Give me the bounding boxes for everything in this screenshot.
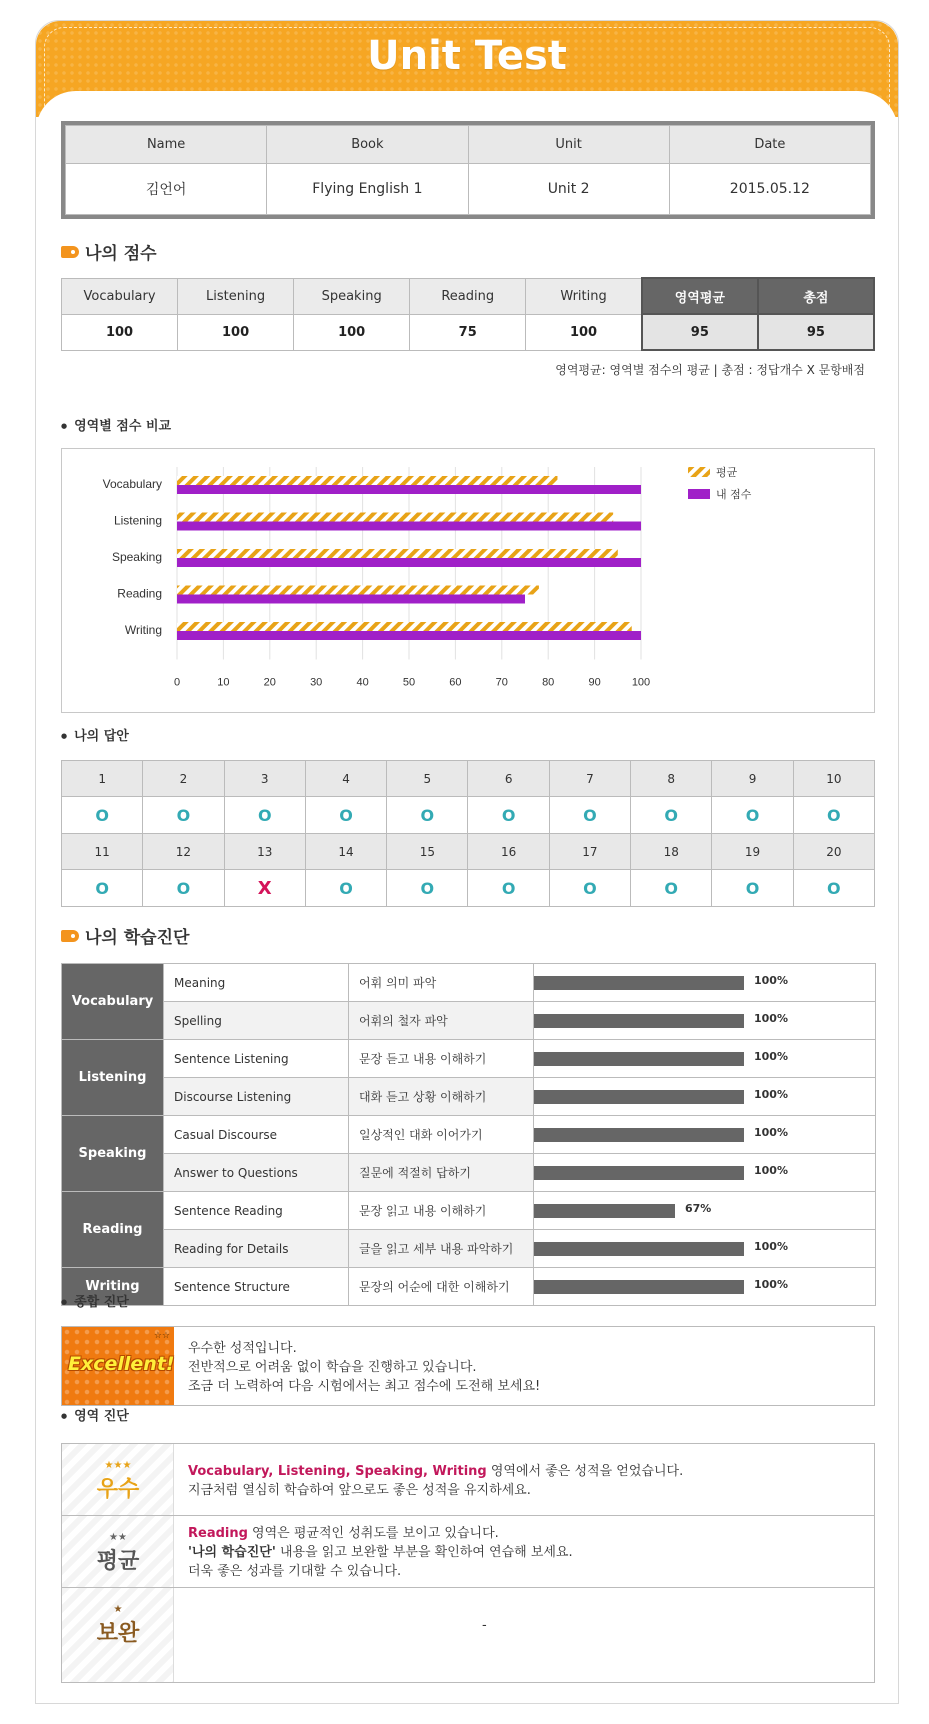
- progress-bar: [534, 1166, 744, 1180]
- score-listening: 100: [178, 314, 294, 350]
- question-number: 11: [62, 834, 143, 870]
- diagnosis-row: [62, 1230, 876, 1268]
- correct-mark: O: [143, 870, 224, 907]
- area-average-line2-bold: '나의 학습진단': [188, 1545, 276, 1560]
- legend-swatch-my-score: [688, 489, 710, 499]
- score-writing: 100: [526, 314, 642, 350]
- progress-bar: [534, 1128, 744, 1142]
- question-number: 14: [305, 834, 386, 870]
- x-tick-label: 30: [310, 676, 323, 689]
- answer-mark-row: [62, 870, 875, 907]
- progress-percent: 100%: [754, 1240, 788, 1253]
- excellent-badge-text: Excellent!: [68, 1353, 175, 1375]
- score-header-average: 영역평균: [642, 278, 758, 314]
- correct-mark: O: [62, 870, 143, 907]
- diagnosis-desc: 문장의 어순에 대한 이해하기: [349, 1268, 534, 1306]
- progress-bar: [534, 1280, 744, 1294]
- diagnosis-desc: 문장 듣고 내용 이해하기: [349, 1040, 534, 1078]
- header-banner: [36, 21, 898, 117]
- area-improve-text: -: [482, 1618, 487, 1633]
- progress-percent: 100%: [754, 1012, 788, 1025]
- student-info: [61, 121, 875, 219]
- diagnosis-row: [62, 1040, 876, 1078]
- info-header-name: Name: [66, 126, 267, 164]
- question-number: 20: [793, 834, 874, 870]
- correct-mark: O: [468, 870, 549, 907]
- progress-percent: 100%: [754, 1278, 788, 1291]
- score-header-reading: Reading: [410, 278, 526, 314]
- question-number: 7: [549, 761, 630, 797]
- area-excellent-text: [188, 1462, 683, 1500]
- diagnosis-category: Speaking: [62, 1116, 164, 1192]
- diagnosis-progress: [534, 1078, 876, 1116]
- diagnosis-row: [62, 1116, 876, 1154]
- question-number: 5: [387, 761, 468, 797]
- question-number: 10: [793, 761, 874, 797]
- answers-table: [61, 760, 875, 907]
- area-row-improve: [62, 1588, 874, 1682]
- badge-average-text: 평균: [96, 1548, 140, 1574]
- info-header-book: Book: [267, 126, 468, 164]
- correct-mark: O: [549, 870, 630, 907]
- info-date: 2015.05.12: [669, 164, 870, 215]
- info-book: Flying English 1: [267, 164, 468, 215]
- total-line-2: 전반적으로 어려움 없이 학습을 진행하고 있습니다.: [188, 1360, 477, 1375]
- progress-bar: [534, 976, 744, 990]
- bar-my-score: [177, 558, 641, 567]
- question-number: 2: [143, 761, 224, 797]
- tag-icon: [61, 930, 79, 942]
- legend-label-my-score: 내 점수: [716, 488, 752, 501]
- diagnosis-title: [61, 923, 189, 948]
- score-speaking: 100: [294, 314, 410, 350]
- area-average-text: [188, 1524, 573, 1581]
- diagnosis-progress: [534, 1002, 876, 1040]
- bar-average: [177, 476, 557, 485]
- area-average-line3: 더욱 좋은 성과를 기대할 수 있습니다.: [188, 1564, 402, 1579]
- progress-bar: [534, 1090, 744, 1104]
- diagnosis-progress: [534, 1192, 876, 1230]
- x-tick-label: 70: [495, 676, 508, 689]
- progress-bar: [534, 1242, 744, 1256]
- info-table: [65, 125, 871, 215]
- diagnosis-desc: 어휘의 철자 파악: [349, 1002, 534, 1040]
- correct-mark: O: [143, 797, 224, 834]
- question-number: 15: [387, 834, 468, 870]
- diagnosis-row: [62, 1192, 876, 1230]
- area-excellent-line1: 영역에서 좋은 성적을 얻었습니다.: [486, 1464, 684, 1479]
- info-name: 김언어: [66, 164, 267, 215]
- question-number: 12: [143, 834, 224, 870]
- question-number: 4: [305, 761, 386, 797]
- question-number: 13: [224, 834, 305, 870]
- score-header-speaking: Speaking: [294, 278, 410, 314]
- report-frame: [35, 20, 899, 1704]
- score-note: 영역평균: 영역별 점수의 평균 | 총점 : 정답개수 X 문항배점: [555, 363, 865, 377]
- diagnosis-category: Reading: [62, 1192, 164, 1268]
- correct-mark: O: [305, 870, 386, 907]
- diagnosis-progress: [534, 1230, 876, 1268]
- correct-mark: O: [793, 870, 874, 907]
- question-number: 3: [224, 761, 305, 797]
- x-tick-label: 100: [631, 676, 651, 689]
- correct-mark: O: [712, 870, 793, 907]
- y-category-label: Reading: [117, 586, 162, 601]
- question-number: 19: [712, 834, 793, 870]
- total-line-3: 조금 더 노력하여 다음 시험에서는 최고 점수에 도전해 보세요!: [188, 1379, 541, 1394]
- answer-number-row: [62, 834, 875, 870]
- x-tick-label: 0: [173, 676, 181, 689]
- diagnosis-skill: Meaning: [164, 964, 349, 1002]
- total-line-1: 우수한 성적입니다.: [188, 1341, 297, 1356]
- comparison-title: ● 영역별 점수 비교: [61, 415, 171, 434]
- diagnosis-desc: 대화 듣고 상황 이해하기: [349, 1078, 534, 1116]
- diagnosis-progress: [534, 1040, 876, 1078]
- bar-average: [177, 513, 613, 522]
- x-tick-label: 40: [356, 676, 369, 689]
- x-tick-label: 50: [402, 676, 416, 689]
- y-category-label: Listening: [113, 513, 162, 528]
- y-category-label: Speaking: [111, 550, 162, 564]
- x-tick-label: 20: [263, 676, 276, 689]
- badge-average: [62, 1516, 174, 1587]
- question-number: 16: [468, 834, 549, 870]
- bar-my-score: [177, 485, 641, 494]
- question-number: 6: [468, 761, 549, 797]
- answer-mark-row: [62, 797, 875, 834]
- area-diagnosis-box: [61, 1443, 875, 1683]
- correct-mark: O: [468, 797, 549, 834]
- progress-bar: [534, 1052, 744, 1066]
- chart-svg: [62, 449, 874, 712]
- diagnosis-desc: 일상적인 대화 이어가기: [349, 1116, 534, 1154]
- progress-bar: [534, 1014, 744, 1028]
- bar-average: [177, 549, 618, 558]
- header-curve: [36, 91, 898, 117]
- badge-stars-icon: ☆☆: [153, 1331, 170, 1341]
- area-excellent-highlight: Vocabulary, Listening, Speaking, Writing: [188, 1464, 487, 1479]
- x-tick-label: 80: [542, 676, 555, 689]
- excellent-badge: [62, 1327, 174, 1405]
- x-tick-label: 60: [449, 676, 462, 689]
- my-score-title-text: 나의 점수: [85, 244, 157, 264]
- badge-improve-text: 보완: [96, 1620, 140, 1646]
- score-header-vocabulary: Vocabulary: [62, 278, 178, 314]
- answer-number-row: [62, 761, 875, 797]
- correct-mark: O: [793, 797, 874, 834]
- diagnosis-skill: Spelling: [164, 1002, 349, 1040]
- diagnosis-skill: Sentence Listening: [164, 1040, 349, 1078]
- diagnosis-row: [62, 1268, 876, 1306]
- diagnosis-progress: [534, 964, 876, 1002]
- y-category-label: Vocabulary: [102, 477, 162, 491]
- question-number: 17: [549, 834, 630, 870]
- diagnosis-title-text: 나의 학습진단: [85, 928, 190, 948]
- correct-mark: O: [224, 797, 305, 834]
- progress-percent: 100%: [754, 1164, 788, 1177]
- diagnosis-skill: Discourse Listening: [164, 1078, 349, 1116]
- question-number: 9: [712, 761, 793, 797]
- area-diagnosis-title: ● 영역 진단: [61, 1405, 129, 1424]
- area-excellent-line2: 지금처럼 열심히 학습하여 앞으로도 좋은 성적을 유지하세요.: [188, 1483, 531, 1498]
- total-diagnosis-text: [188, 1339, 540, 1396]
- correct-mark: O: [712, 797, 793, 834]
- score-header-writing: Writing: [526, 278, 642, 314]
- bar-average: [177, 622, 632, 631]
- diagnosis-skill: Answer to Questions: [164, 1154, 349, 1192]
- my-answers-title: ● 나의 답안: [61, 725, 129, 744]
- score-reading: 75: [410, 314, 526, 350]
- area-row-average: [62, 1516, 874, 1588]
- diagnosis-category: Vocabulary: [62, 964, 164, 1040]
- diagnosis-progress: [534, 1268, 876, 1306]
- score-total: 95: [758, 314, 874, 350]
- area-average-line1: 영역은 평균적인 성취도를 보이고 있습니다.: [247, 1526, 499, 1541]
- y-category-label: Writing: [124, 623, 162, 637]
- star-icon: ★★★: [104, 1460, 132, 1471]
- score-average: 95: [642, 314, 758, 350]
- diagnosis-row: [62, 1154, 876, 1192]
- correct-mark: O: [387, 870, 468, 907]
- diagnosis-row: [62, 1078, 876, 1116]
- star-icon: ★★: [109, 1532, 127, 1543]
- diagnosis-table: [61, 963, 876, 1306]
- area-row-excellent: [62, 1444, 874, 1516]
- correct-mark: O: [549, 797, 630, 834]
- diagnosis-skill: Sentence Structure: [164, 1268, 349, 1306]
- correct-mark: O: [631, 870, 712, 907]
- area-average-highlight: Reading: [188, 1526, 248, 1541]
- bar-my-score: [177, 595, 525, 604]
- my-score-title: [61, 239, 157, 264]
- diagnosis-skill: Reading for Details: [164, 1230, 349, 1268]
- x-tick-label: 90: [588, 676, 601, 689]
- diagnosis-skill: Casual Discourse: [164, 1116, 349, 1154]
- bar-my-score: [177, 522, 641, 531]
- page-title: Unit Test: [367, 33, 567, 79]
- diagnosis-row: [62, 964, 876, 1002]
- total-diagnosis-box: [61, 1326, 875, 1406]
- wrong-mark: X: [224, 870, 305, 907]
- badge-excellent: [62, 1444, 174, 1515]
- question-number: 18: [631, 834, 712, 870]
- score-vocabulary: 100: [62, 314, 178, 350]
- diagnosis-desc: 어휘 의미 파악: [349, 964, 534, 1002]
- diagnosis-desc: 문장 읽고 내용 이해하기: [349, 1192, 534, 1230]
- x-tick-label: 10: [217, 676, 230, 689]
- diagnosis-category: Writing: [62, 1268, 164, 1306]
- diagnosis-progress: [534, 1116, 876, 1154]
- legend-swatch-average: [688, 467, 710, 477]
- star-icon: ★: [113, 1604, 123, 1615]
- correct-mark: O: [62, 797, 143, 834]
- progress-percent: 67%: [685, 1202, 712, 1215]
- legend-label-average: 평균: [716, 466, 738, 479]
- diagnosis-category: Listening: [62, 1040, 164, 1116]
- question-number: 1: [62, 761, 143, 797]
- area-average-line2: 내용을 읽고 보완할 부분을 확인하여 연습해 보세요.: [275, 1545, 573, 1560]
- badge-excellent-text: 우수: [96, 1476, 140, 1502]
- total-diagnosis-title: ● 종합 진단: [61, 1291, 129, 1310]
- badge-improve: [62, 1588, 174, 1682]
- score-header-listening: Listening: [178, 278, 294, 314]
- info-header-unit: Unit: [468, 126, 669, 164]
- correct-mark: O: [387, 797, 468, 834]
- progress-percent: 100%: [754, 974, 788, 987]
- diagnosis-skill: Sentence Reading: [164, 1192, 349, 1230]
- correct-mark: O: [631, 797, 712, 834]
- score-table: [61, 277, 875, 351]
- score-header-total: 총점: [758, 278, 874, 314]
- progress-percent: 100%: [754, 1050, 788, 1063]
- info-unit: Unit 2: [468, 164, 669, 215]
- progress-bar: [534, 1204, 675, 1218]
- diagnosis-desc: 질문에 적절히 답하기: [349, 1154, 534, 1192]
- diagnosis-progress: [534, 1154, 876, 1192]
- correct-mark: O: [305, 797, 386, 834]
- question-number: 8: [631, 761, 712, 797]
- info-header-date: Date: [669, 126, 870, 164]
- progress-percent: 100%: [754, 1126, 788, 1139]
- comparison-chart: [61, 448, 875, 713]
- tag-icon: [61, 246, 79, 258]
- diagnosis-desc: 글을 읽고 세부 내용 파악하기: [349, 1230, 534, 1268]
- bar-average: [177, 586, 539, 595]
- progress-percent: 100%: [754, 1088, 788, 1101]
- bar-my-score: [177, 631, 641, 640]
- diagnosis-row: [62, 1002, 876, 1040]
